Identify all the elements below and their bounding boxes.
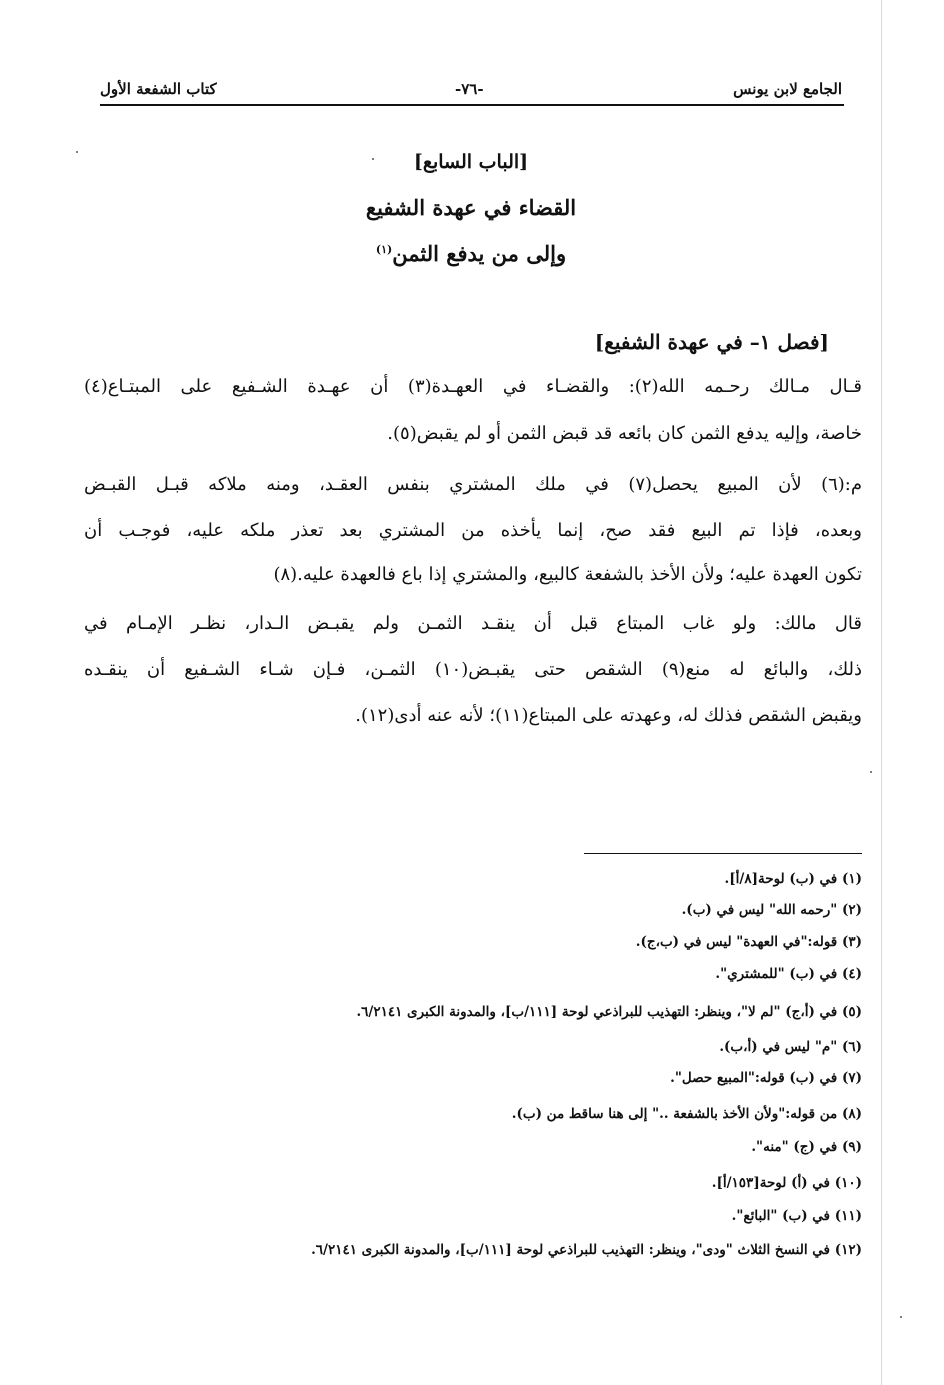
scan-speck [372,158,374,160]
paragraph-line: ويقبض الشقص فذلك له، وعهدته على المبتاع(١١)؛ لأنه عنه أدى(١٢). [355,705,862,726]
paragraph-line: قال مالك: ولو غاب المبتاع قبل أن ينقـد الثمـن ولم يقبـض الـدار، نظـر الإمـام في [84,613,862,634]
footnote: (٥) في (أ،ج) "لم لا"، وينظر: التهذيب للبراذعي لوحة [١١١/ب]، والمدونة الكبرى ٦/٢١٤١. [356,1004,862,1020]
chapter-subtitle [100,241,842,266]
paragraph-line: قـال مـالك رحـمه الله(٢): والقضـاء في العهـدة(٣) أن عهـدة الشـفيع على المبتـاع(٤) [84,376,862,397]
paragraph-line: تكون العهدة عليه؛ ولأن الأخذ بالشفعة كالبيع، والمشتري إذا باع فالعهدة عليه.(٨) [273,564,862,585]
footnote: (٨) من قوله:"ولأن الأخذ بالشفعة .." إلى هنا ساقط من (ب). [511,1106,862,1122]
paragraph-line: خاصة، وإليه يدفع الثمن كان بائعه قد قبض الثمن أو لم يقبض(٥). [387,423,862,444]
chapter-subtitle-text: وإلى من يدفع الثمن [392,241,567,266]
footnote: (٩) في (ج) "منه". [751,1139,862,1155]
scan-speck [900,1316,902,1318]
section-title: [فصل ١– في عهدة الشفيع] [594,330,829,354]
footnote: (١٠) في (أ) لوحة[١٥٣/أ]. [711,1175,862,1191]
header-book-title: الجامع لابن يونس [733,80,842,98]
footnote-ref: (١) [375,243,393,256]
footnote: (١١) في (ب) "البائع". [731,1208,862,1224]
footnote: (١٢) في النسخ الثلاث "ودى"، وينظر: التهذيب للبراذعي لوحة [١١١/ب]، والمدونة الكبرى ٦/٢١٤١. [311,1242,862,1258]
running-header [100,76,842,104]
footnote: (٣) قوله:"في العهدة" ليس في (ب،ج). [635,934,862,950]
footnote: (١) في (ب) لوحة[٨/أ]. [724,871,862,887]
page-number: -٧٦- [455,80,484,98]
footnote-divider [584,853,862,854]
chapter-title: القضاء في عهدة الشفيع [365,195,577,220]
header-divider [100,104,844,106]
scan-speck [76,151,78,153]
footnote: (٤) في (ب) "للمشتري". [715,966,862,982]
paragraph-line: م:(٦) لأن المبيع يحصل(٧) في ملك المشتري بنفس العقـد، ومنه ملاكه قبـل القبـض [84,474,863,495]
footnote: (٦) "م" ليس في (أ،ب). [719,1039,862,1055]
header-chapter-title: كتاب الشفعة الأول [100,80,217,98]
scan-speck [870,771,872,773]
footnote: (٧) في (ب) قوله:"المبيع حصل". [670,1070,862,1086]
footnote: (٢) "رحمه الله" ليس في (ب). [681,902,862,918]
paragraph-line: وبعده، فإذا تم البيع فقد صح، إنما يأخذه من المشتري بعد تعذر ملكه عليه، فوجـب أن [84,520,862,541]
paragraph-line: ذلك، والبائع له منع(٩) الشقص حتى يقبـض(١٠) الثمـن، فـإن شـاء الشـفيع أن ينقـده [84,659,863,680]
chapter-number: [الباب السابع] [413,151,529,173]
